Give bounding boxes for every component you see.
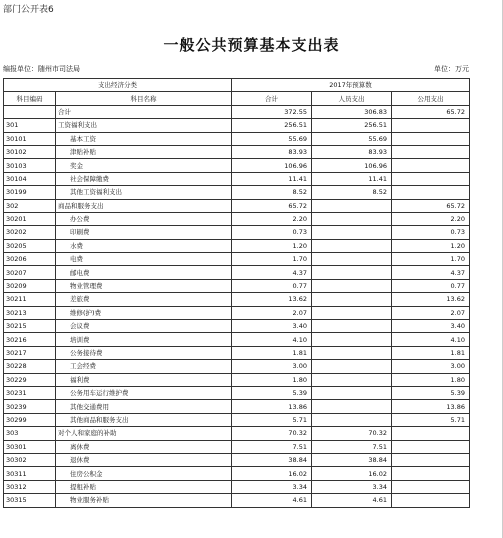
col-header-public: 公用支出: [392, 92, 470, 105]
cell-code: 30311: [4, 467, 56, 480]
cell-name: 印刷费: [56, 226, 232, 239]
cell-personnel: 38.84: [312, 453, 392, 466]
cell-name: 水费: [56, 239, 232, 252]
cell-total: 372.55: [232, 105, 312, 118]
cell-public: 65.72: [392, 105, 470, 118]
cell-public: 5.71: [392, 413, 470, 426]
cell-name: 公务接待费: [56, 346, 232, 359]
cell-name: 其他交通费用: [56, 400, 232, 413]
cell-public: [392, 440, 470, 453]
cell-total: 3.34: [232, 480, 312, 493]
cell-personnel: [312, 373, 392, 386]
cell-name: 其他商品和服务支出: [56, 413, 232, 426]
cell-name: 办公费: [56, 212, 232, 225]
cell-public: [392, 467, 470, 480]
cell-name: 电费: [56, 253, 232, 266]
cell-total: 106.96: [232, 159, 312, 172]
cell-code: 30217: [4, 346, 56, 359]
cell-code: 303: [4, 427, 56, 440]
cell-name: 商品和服务支出: [56, 199, 232, 212]
cell-public: [392, 427, 470, 440]
cell-code: 30216: [4, 333, 56, 346]
table-row: [4, 119, 470, 132]
cell-public: [392, 132, 470, 145]
cell-public: [392, 453, 470, 466]
table-row: [4, 453, 470, 466]
cell-personnel: [312, 306, 392, 319]
cell-code: 30206: [4, 253, 56, 266]
table-row: [4, 186, 470, 199]
cell-public: 1.70: [392, 253, 470, 266]
cell-total: 2.07: [232, 306, 312, 319]
cell-code: 30229: [4, 373, 56, 386]
cell-personnel: [312, 333, 392, 346]
cell-total: 3.40: [232, 320, 312, 333]
cell-total: 0.73: [232, 226, 312, 239]
cell-public: 2.20: [392, 212, 470, 225]
cell-name: 物业服务补贴: [56, 494, 232, 507]
cell-total: 13.62: [232, 293, 312, 306]
cell-code: 30215: [4, 320, 56, 333]
cell-name: 会议费: [56, 320, 232, 333]
cell-code: 302: [4, 199, 56, 212]
table-row: [4, 494, 470, 507]
cell-name: 退休费: [56, 453, 232, 466]
cell-personnel: [312, 413, 392, 426]
cell-code: 30201: [4, 212, 56, 225]
cell-code: 30312: [4, 480, 56, 493]
table-row: [4, 467, 470, 480]
cell-public: 5.39: [392, 386, 470, 399]
cell-code: 30102: [4, 145, 56, 158]
group-header-budget: 2017年预算数: [232, 79, 470, 92]
cell-public: 65.72: [392, 199, 470, 212]
currency-unit: 单位：万元: [434, 65, 469, 73]
table-row: [4, 145, 470, 158]
table-row: [4, 172, 470, 185]
cell-public: 2.07: [392, 306, 470, 319]
table-row: [4, 320, 470, 333]
table-row: [4, 373, 470, 386]
cell-public: [392, 119, 470, 132]
cell-personnel: [312, 293, 392, 306]
cell-personnel: [312, 386, 392, 399]
cell-code: 30239: [4, 400, 56, 413]
cell-personnel: [312, 266, 392, 279]
table-row: [4, 440, 470, 453]
cell-public: 13.86: [392, 400, 470, 413]
cell-total: 1.20: [232, 239, 312, 252]
cell-name: 住房公积金: [56, 467, 232, 480]
cell-name: 邮电费: [56, 266, 232, 279]
budget-table: [3, 78, 470, 508]
cell-code: 30103: [4, 159, 56, 172]
cell-personnel: 83.93: [312, 145, 392, 158]
cell-name: 对个人和家庭的补助: [56, 427, 232, 440]
cell-public: 4.10: [392, 333, 470, 346]
cell-code: [4, 105, 56, 118]
cell-name: 差旅费: [56, 293, 232, 306]
cell-public: [392, 159, 470, 172]
cell-code: 30299: [4, 413, 56, 426]
table-row: [4, 346, 470, 359]
table-row: [4, 413, 470, 426]
cell-name: 合计: [56, 105, 232, 118]
cell-personnel: 256.51: [312, 119, 392, 132]
cell-total: 65.72: [232, 199, 312, 212]
cell-personnel: [312, 400, 392, 413]
cell-public: 4.37: [392, 266, 470, 279]
table-row: [4, 360, 470, 373]
cell-personnel: [312, 239, 392, 252]
cell-code: 30213: [4, 306, 56, 319]
cell-code: 30302: [4, 453, 56, 466]
cell-total: 70.32: [232, 427, 312, 440]
cell-code: 30209: [4, 279, 56, 292]
cell-name: 社会保障缴费: [56, 172, 232, 185]
cell-name: 离休费: [56, 440, 232, 453]
cell-code: 30301: [4, 440, 56, 453]
table-row: [4, 253, 470, 266]
sheet-tag: 部门公开表6: [3, 5, 54, 15]
page-title: 一般公共预算基本支出表: [163, 36, 340, 54]
cell-total: 16.02: [232, 467, 312, 480]
cell-name: 提租补贴: [56, 480, 232, 493]
cell-personnel: 3.34: [312, 480, 392, 493]
cell-public: 0.77: [392, 279, 470, 292]
cell-total: 4.37: [232, 266, 312, 279]
cell-total: 1.80: [232, 373, 312, 386]
cell-public: 3.00: [392, 360, 470, 373]
cell-total: 0.77: [232, 279, 312, 292]
cell-personnel: 4.61: [312, 494, 392, 507]
table-row: [4, 212, 470, 225]
cell-code: 30315: [4, 494, 56, 507]
cell-code: 30205: [4, 239, 56, 252]
cell-total: 2.20: [232, 212, 312, 225]
cell-personnel: 8.52: [312, 186, 392, 199]
cell-public: 1.81: [392, 346, 470, 359]
cell-personnel: 11.41: [312, 172, 392, 185]
table-row: [4, 293, 470, 306]
table-row: [4, 226, 470, 239]
col-header-code: 科目编码: [4, 92, 56, 105]
cell-personnel: [312, 320, 392, 333]
cell-personnel: [312, 226, 392, 239]
cell-personnel: [312, 199, 392, 212]
group-header-classification: 支出经济分类: [4, 79, 232, 92]
col-header-total: 合计: [232, 92, 312, 105]
cell-name: 福利费: [56, 373, 232, 386]
reporting-unit: 编报单位：随州市司法局: [3, 65, 80, 73]
table-row: [4, 199, 470, 212]
cell-name: 工资福利支出: [56, 119, 232, 132]
table-row: [4, 239, 470, 252]
cell-total: 11.41: [232, 172, 312, 185]
cell-total: 55.69: [232, 132, 312, 145]
cell-total: 256.51: [232, 119, 312, 132]
cell-name: 奖金: [56, 159, 232, 172]
cell-public: 1.80: [392, 373, 470, 386]
cell-personnel: [312, 212, 392, 225]
cell-code: 30199: [4, 186, 56, 199]
cell-personnel: [312, 360, 392, 373]
cell-total: 8.52: [232, 186, 312, 199]
table-row: [4, 427, 470, 440]
cell-code: 30228: [4, 360, 56, 373]
cell-total: 13.86: [232, 400, 312, 413]
cell-public: 13.62: [392, 293, 470, 306]
cell-total: 83.93: [232, 145, 312, 158]
cell-total: 4.10: [232, 333, 312, 346]
cell-name: 培训费: [56, 333, 232, 346]
cell-public: [392, 172, 470, 185]
cell-name: 工会经费: [56, 360, 232, 373]
cell-personnel: [312, 279, 392, 292]
cell-name: 基本工资: [56, 132, 232, 145]
cell-total: 1.70: [232, 253, 312, 266]
cell-personnel: 70.32: [312, 427, 392, 440]
cell-public: [392, 494, 470, 507]
cell-total: 4.61: [232, 494, 312, 507]
cell-personnel: 55.69: [312, 132, 392, 145]
cell-personnel: 306.83: [312, 105, 392, 118]
cell-total: 5.39: [232, 386, 312, 399]
col-header-personnel: 人员支出: [312, 92, 392, 105]
cell-total: 7.51: [232, 440, 312, 453]
table-row: [4, 279, 470, 292]
table-row: [4, 306, 470, 319]
table-row: [4, 333, 470, 346]
cell-public: [392, 145, 470, 158]
cell-name: 公务用车运行维护费: [56, 386, 232, 399]
cell-name: 维修(护)费: [56, 306, 232, 319]
cell-public: [392, 186, 470, 199]
cell-personnel: 16.02: [312, 467, 392, 480]
cell-public: 0.73: [392, 226, 470, 239]
cell-total: 5.71: [232, 413, 312, 426]
cell-total: 3.00: [232, 360, 312, 373]
cell-name: 物业管理费: [56, 279, 232, 292]
cell-name: 津贴补贴: [56, 145, 232, 158]
table-row: [4, 159, 470, 172]
cell-total: 38.84: [232, 453, 312, 466]
col-header-name: 科目名称: [56, 92, 232, 105]
cell-code: 30202: [4, 226, 56, 239]
table-row: [4, 266, 470, 279]
cell-code: 30211: [4, 293, 56, 306]
cell-code: 30104: [4, 172, 56, 185]
cell-code: 301: [4, 119, 56, 132]
table-row: [4, 400, 470, 413]
cell-personnel: [312, 346, 392, 359]
cell-total: 1.81: [232, 346, 312, 359]
table-row: [4, 480, 470, 493]
cell-code: 30207: [4, 266, 56, 279]
table-row: [4, 105, 470, 118]
table-row: [4, 386, 470, 399]
cell-public: 3.40: [392, 320, 470, 333]
cell-personnel: 7.51: [312, 440, 392, 453]
table-row: [4, 132, 470, 145]
cell-personnel: [312, 253, 392, 266]
cell-code: 30101: [4, 132, 56, 145]
cell-name: 其他工资福利支出: [56, 186, 232, 199]
cell-public: 1.20: [392, 239, 470, 252]
cell-public: [392, 480, 470, 493]
cell-code: 30231: [4, 386, 56, 399]
cell-personnel: 106.96: [312, 159, 392, 172]
